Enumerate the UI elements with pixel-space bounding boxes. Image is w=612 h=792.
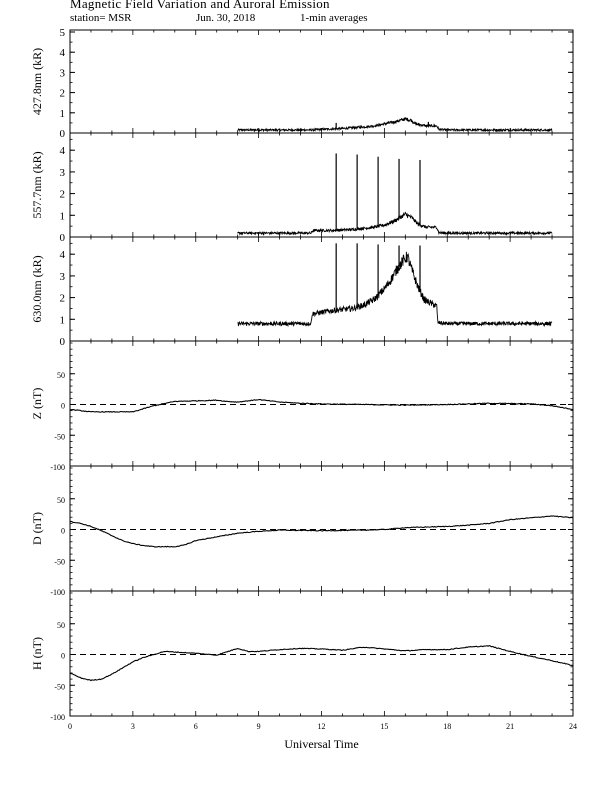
y-tick-label: 2 (59, 292, 65, 305)
y-tick-label: -50 (54, 432, 65, 442)
y-tick-label: 1 (59, 314, 65, 327)
data-series-line (238, 118, 552, 131)
y-tick-label: 5 (59, 27, 65, 39)
y-tick-label: -50 (54, 557, 65, 567)
y-tick-label: 50 (57, 495, 65, 505)
y-tick-label: 1 (59, 107, 65, 120)
data-series-line (70, 516, 573, 547)
y-tick-label: 0 (59, 232, 65, 244)
panel-frame (70, 591, 573, 716)
y-axis-label: H (nT) (30, 637, 44, 670)
y-tick-label: 50 (57, 370, 65, 380)
y-axis-label: Z (nT) (30, 387, 44, 420)
panel-frame (70, 30, 573, 133)
station-label: station= MSR (70, 12, 132, 24)
y-tick-label: -100 (50, 463, 65, 472)
data-series-line (238, 252, 552, 326)
x-tick-label: 21 (506, 722, 515, 731)
y-tick-label: 50 (57, 620, 65, 630)
x-tick-label: 24 (569, 722, 577, 731)
x-tick-label: 18 (443, 722, 452, 731)
y-tick-label: 0 (61, 526, 65, 536)
y-tick-label: 4 (59, 47, 65, 60)
y-tick-label: 0 (61, 401, 65, 411)
y-axis-label: 427.8nm (kR) (30, 47, 44, 116)
x-tick-label: 0 (68, 722, 72, 731)
y-tick-label: 3 (59, 67, 65, 80)
y-axis-label: 557.7nm (kR) (30, 151, 44, 219)
y-tick-label: 0 (59, 336, 65, 348)
y-tick-label: 2 (59, 188, 65, 201)
y-tick-label: -100 (50, 588, 65, 597)
x-tick-label: 3 (130, 722, 135, 731)
y-tick-label: 0 (61, 651, 65, 661)
x-axis-label: Universal Time (284, 737, 359, 751)
x-tick-label: 6 (193, 722, 198, 731)
y-tick-label: -50 (54, 682, 65, 692)
panel-frame (70, 133, 573, 237)
y-tick-label: 4 (59, 145, 65, 158)
y-tick-label: 4 (59, 249, 65, 262)
panel-frame (70, 237, 573, 341)
date-label: Jun. 30, 2018 (196, 12, 256, 24)
data-series-line (70, 646, 573, 681)
x-tick-label: 9 (256, 722, 261, 731)
y-tick-label: 0 (59, 128, 65, 140)
y-axis-label: 630.0nm (kR) (30, 255, 44, 323)
averaging-label: 1-min averages (300, 12, 368, 24)
data-series-line (70, 400, 573, 413)
y-tick-label: -100 (50, 713, 65, 722)
panel-frame (70, 466, 573, 591)
chart-title: Magnetic Field Variation and Auroral Emission (70, 0, 330, 11)
y-tick-label: 3 (59, 270, 65, 283)
data-series-line (238, 212, 552, 234)
y-tick-label: 1 (59, 210, 65, 223)
y-axis-label: D (nT) (30, 512, 44, 545)
x-tick-label: 12 (317, 722, 326, 731)
y-tick-label: 2 (59, 87, 65, 100)
x-tick-label: 15 (380, 722, 389, 731)
y-tick-label: 3 (59, 166, 65, 179)
